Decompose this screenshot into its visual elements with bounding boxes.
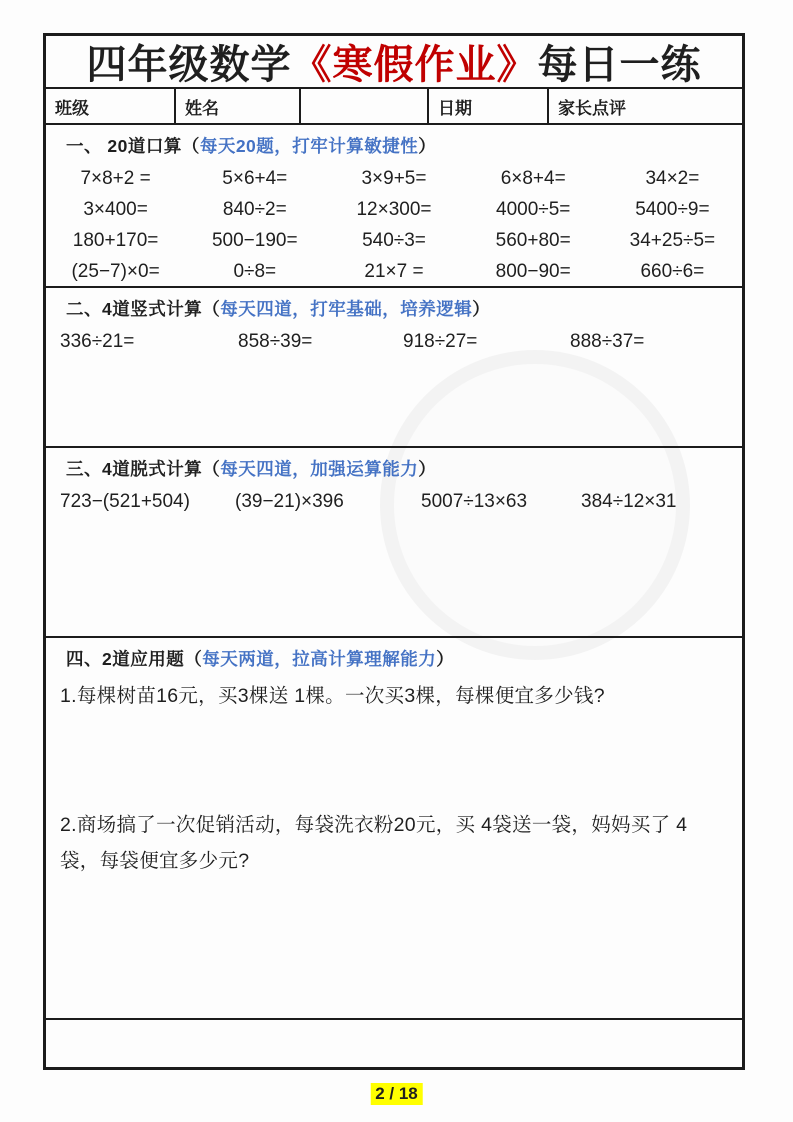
section-note: 每天20题，打牢计算敏捷性 <box>199 136 419 156</box>
problem-item: 0÷8= <box>233 260 277 282</box>
problem-item: 723−(521+504) <box>60 491 190 512</box>
page-indicator: 2 / 18 <box>370 1083 423 1105</box>
problem-item: 3×9+5= <box>361 167 427 189</box>
problem-item: 800−90= <box>495 260 571 282</box>
parent-comment-cell <box>549 89 742 123</box>
paren-close: ） <box>418 459 437 479</box>
problem-item: 5×6+4= <box>222 167 288 189</box>
title-part-grade: 四年级数学 <box>86 42 292 87</box>
problem-item: 5007÷13×63 <box>421 491 528 512</box>
paren-open: （ <box>184 649 203 669</box>
section-heading-text: 四、2道应用题 <box>66 649 185 669</box>
parent-comment-label: 家长点评 <box>558 98 626 118</box>
section-step-calculation <box>46 448 742 638</box>
step-problem-grid <box>46 491 742 513</box>
section-heading <box>46 125 742 158</box>
word-problem-2: 2.商场搞了一次促销活动，每袋洗衣粉20元，买 4袋送一袋，妈妈买了 4袋，每袋便宜多少元? <box>60 814 688 873</box>
problem-item: 34+25÷5= <box>629 229 716 251</box>
problem-item: 888÷37= <box>570 331 645 352</box>
section-heading <box>46 638 742 671</box>
worksheet-title <box>46 36 742 89</box>
name-blank-cell <box>301 89 429 123</box>
problem-item: (25−7)×0= <box>71 260 160 282</box>
section-note: 每天两道，拉高计算理解能力 <box>202 649 437 669</box>
paren-open: （ <box>202 459 221 479</box>
section-note: 每天四道，加强运算能力 <box>220 459 419 479</box>
problem-item: 336÷21= <box>60 331 135 352</box>
class-cell <box>46 89 176 123</box>
problem-item: 7×8+2 = <box>80 167 151 189</box>
problem-item: 34×2= <box>645 167 700 189</box>
paren-close: ） <box>418 136 437 156</box>
problem-item: 840÷2= <box>222 198 287 220</box>
problem-item: 6×8+4= <box>500 167 566 189</box>
section-word-problems <box>46 638 742 1020</box>
problem-item: 540÷3= <box>362 229 426 251</box>
date-label: 日期 <box>438 98 472 118</box>
section-heading-text: 二、4道竖式计算 <box>66 299 203 319</box>
problem-item: 858÷39= <box>238 331 313 352</box>
class-label: 班级 <box>55 98 89 118</box>
problem-item: 918÷27= <box>403 331 478 352</box>
oral-problem-grid <box>46 163 742 287</box>
problem-item: 4000÷5= <box>496 198 571 220</box>
name-cell <box>176 89 301 123</box>
paren-open: （ <box>202 299 221 319</box>
paren-close: ） <box>472 299 491 319</box>
answer-space-row <box>46 1020 742 1066</box>
problem-item: 5400÷9= <box>635 198 710 220</box>
date-cell <box>429 89 549 123</box>
section-note: 每天四道，打牢基础，培养逻辑 <box>220 299 473 319</box>
name-label: 姓名 <box>185 98 219 118</box>
problem-item: (39−21)×396 <box>235 491 344 512</box>
problem-item: 180+170= <box>72 229 159 251</box>
section-heading <box>46 288 742 321</box>
section-oral-calculation <box>46 125 742 288</box>
problem-item: 12×300= <box>356 198 432 220</box>
section-vertical-calculation <box>46 288 742 448</box>
title-part-daily: 每日一练 <box>537 42 702 87</box>
info-row <box>46 89 742 125</box>
section-heading-text: 一、 20道口算 <box>66 136 182 156</box>
vertical-problem-grid <box>46 331 742 353</box>
section-heading <box>46 448 742 481</box>
word-problem-1: 1.每棵树苗16元，买3棵送 1棵。一次买3棵，每棵便宜多少钱? <box>60 685 605 707</box>
paren-close: ） <box>436 649 455 669</box>
problem-item: 500−190= <box>211 229 298 251</box>
title-part-highlight: 《寒假作业》 <box>291 42 538 87</box>
paren-open: （ <box>181 136 200 156</box>
section-heading-text: 三、4道脱式计算 <box>66 459 203 479</box>
problem-item: 384÷12×31 <box>581 491 677 512</box>
problem-item: 21×7 = <box>364 260 424 282</box>
problem-item: 3×400= <box>83 198 148 220</box>
problem-item: 660÷6= <box>640 260 705 282</box>
problem-item: 560+80= <box>495 229 571 251</box>
worksheet-table <box>43 33 745 1070</box>
